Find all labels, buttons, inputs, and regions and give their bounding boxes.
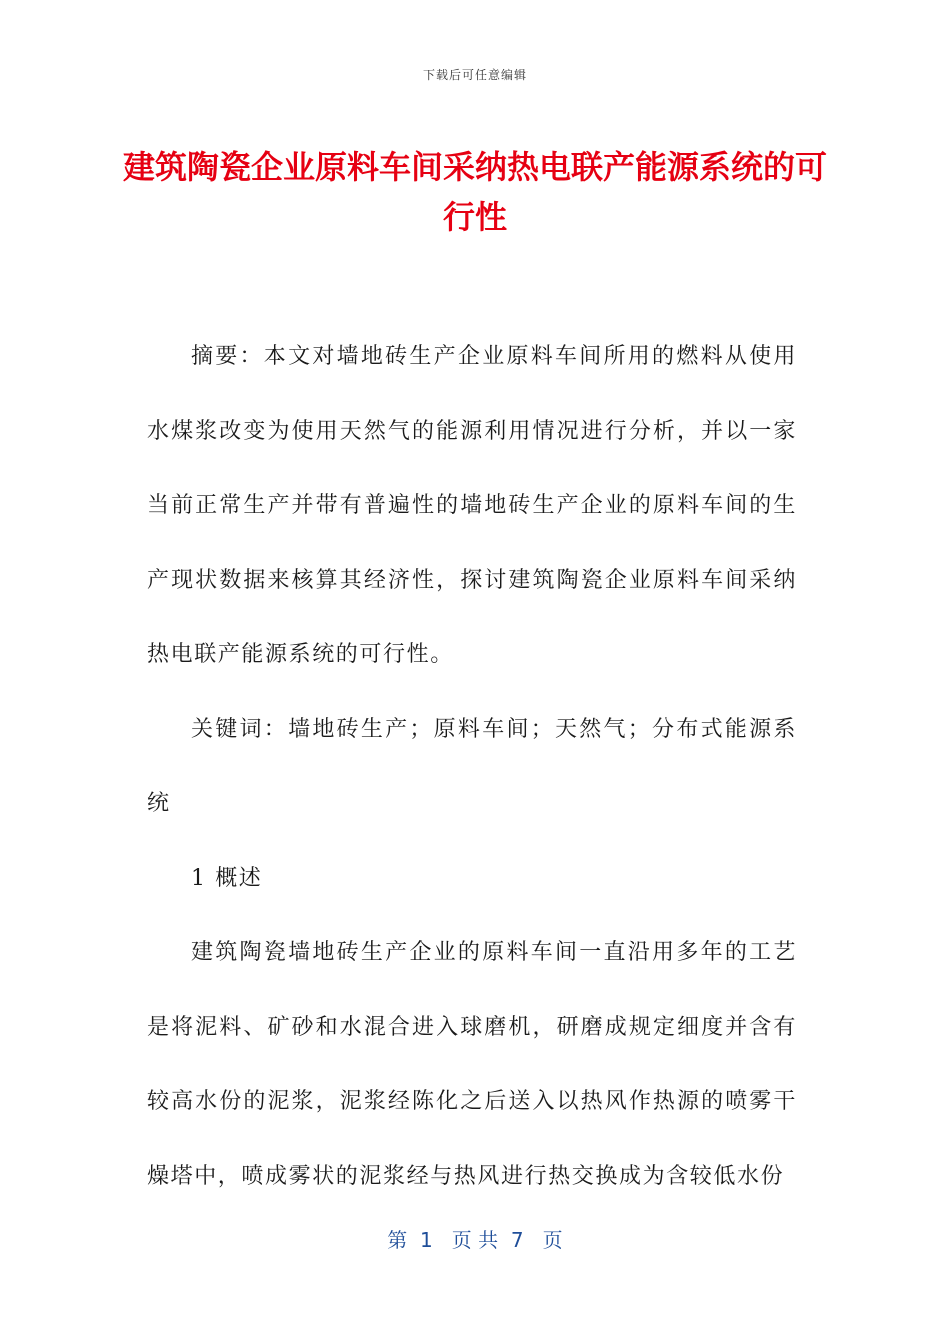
header-note: 下载后可任意编辑	[422, 68, 527, 82]
section-heading: 1 概述	[191, 865, 263, 891]
abstract-paragraph: 摘要：本文对墙地砖生产企业原料车间所用的燃料从使用水煤浆改变为使用天然气的能源利用情况进行分析，并以一家当前正常生产并带有普遍性的墙地砖生产企业的原料车间的生产现状数据来核算其经济性，探讨建筑陶瓷企业原料车间采纳热电联产能源系统的可行性。	[147, 344, 797, 667]
page-number-footer: 第 1 页 共 7 页	[387, 1228, 563, 1252]
document-body	[147, 320, 797, 1214]
keywords-paragraph: 关键词：墙地砖生产；原料车间；天然气；分布式能源系统	[147, 716, 797, 816]
document-title: 建筑陶瓷企业原料车间采纳热电联产能源系统的可行性	[122, 148, 827, 236]
body-paragraph: 建筑陶瓷墙地砖生产企业的原料车间一直沿用多年的工艺是将泥料、矿砂和水混合进入球磨机，研磨成规定细度并含有较高水份的泥浆，泥浆经陈化之后送入以热风作热源的喷雾干燥塔中，喷成雾状的泥浆经与热风进行热交换成为含较低水份	[147, 940, 797, 1189]
